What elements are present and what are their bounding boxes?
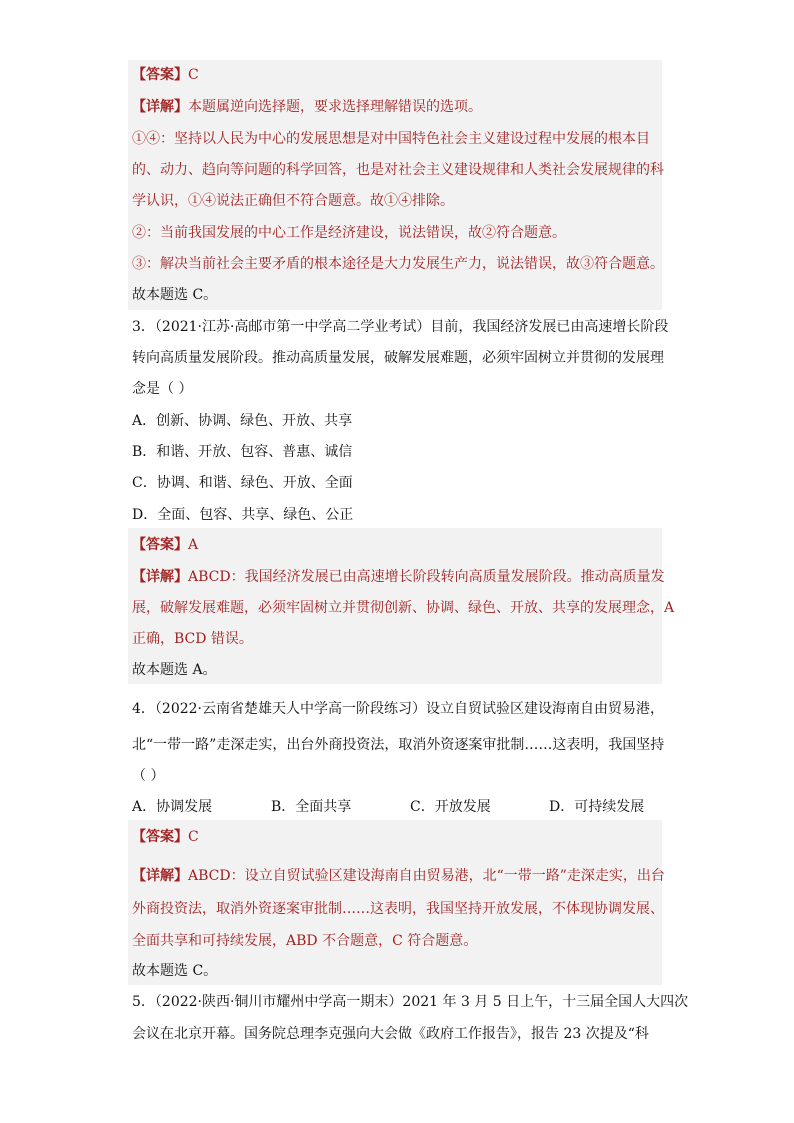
question-4-text: （ ） [132, 768, 165, 784]
option-d: D．可持续发展 [549, 799, 645, 815]
option-c: C．开放发展 [410, 799, 491, 815]
question-4-text: 4．（2022·云南省楚雄天人中学高一阶段练习）设立自贸试验区建设海南自由贸易港， [132, 701, 664, 717]
conclusion-text: 故本题选 A。 [132, 662, 217, 678]
detail-text: 展，破解发展难题，必须牢固树立并贯彻创新、协调、绿色、开放、共享的发展理念，A [132, 600, 675, 616]
answer-value: A [188, 537, 199, 553]
detail-line-q2-1 [132, 97, 482, 117]
conclusion-text: 故本题选 C。 [132, 963, 218, 979]
detail-text: 学认识，①④说法正确但不符合题意。故①④排除。 [132, 193, 454, 209]
detail-text: 全面共享和可持续发展，ABD 不合题意，C 符合题意。 [132, 933, 478, 949]
answer-tag: 【答案】 [132, 829, 188, 845]
detail-text: 正确，BCD 错误。 [132, 631, 253, 647]
detail-text: ABCD：我国经济发展已由高速增长阶段转向高质量发展阶段。推动高质量发 [188, 569, 665, 585]
detail-text: ABCD：设立自贸试验区建设海南自由贸易港，北“一带一路”走深走实，出台 [188, 868, 665, 884]
detail-text: ②：当前我国发展的中心工作是经济建设，说法错误，故②符合题意。 [132, 225, 566, 241]
detail-tag: 【详解】 [132, 868, 188, 884]
option-b: B．全面共享 [271, 799, 352, 815]
question-5-text: 会议在北京开幕。国务院总理李克强向大会做《政府工作报告》，报告 23 次提及“科 [132, 1026, 649, 1042]
answer-line-q2 [132, 65, 199, 85]
detail-line-q3-1 [132, 567, 665, 587]
conclusion-text: 故本题选 C。 [132, 287, 218, 303]
question-4-text: 北“一带一路”走深走实，出台外商投资法，取消外资逐案审批制……这表明，我国坚持 [132, 737, 665, 753]
detail-text: ①④：坚持以人民为中心的发展思想是对中国特色社会主义建设过程中发展的根本目 [132, 131, 650, 147]
answer-value: C [188, 829, 199, 845]
question-3-text: 转向高质量发展阶段。推动高质量发展，破解发展难题，必须牢固树立并贯彻的发展理 [132, 350, 664, 366]
answer-tag: 【答案】 [132, 537, 188, 553]
option-d: D．全面、包容、共享、绿色、公正 [132, 507, 354, 523]
question-3-text: 念是（ ） [132, 381, 193, 397]
detail-tag: 【详解】 [132, 569, 188, 585]
option-c: C．协调、和谐、绿色、开放、全面 [132, 475, 353, 491]
detail-text: ③：解决当前社会主要矛盾的根本途径是大力发展生产力，说法错误，故③符合题意。 [132, 256, 664, 272]
question-3-text: 3．（2021·江苏·高邮市第一中学高二学业考试）目前，我国经济发展已由高速增长阶段 [132, 319, 669, 335]
answer-line-q3 [132, 535, 198, 555]
answer-line-q4 [132, 827, 199, 847]
detail-line-q4-1 [132, 866, 665, 886]
question-5-text: 5．（2022·陕西·铜川市耀州中学高一期末）2021 年 3 月 5 日上午，十三届全国人大四次 [132, 994, 689, 1010]
detail-text: 外商投资法，取消外资逐案审批制……这表明，我国坚持开放发展，不体现协调发展、 [132, 901, 664, 917]
answer-tag: 【答案】 [132, 67, 188, 83]
option-a: A．创新、协调、绿色、开放、共享 [132, 413, 353, 429]
detail-text: 本题属逆向选择题，要求选择理解错误的选项。 [188, 99, 482, 115]
option-b: B．和谐、开放、包容、普惠、诚信 [132, 444, 353, 460]
answer-value: C [188, 67, 199, 83]
detail-tag: 【详解】 [132, 99, 188, 115]
detail-text: 的、动力、趋向等问题的科学回答，也是对社会主义建设规律和人类社会发展规律的科 [132, 162, 664, 178]
option-a: A．协调发展 [132, 799, 213, 815]
